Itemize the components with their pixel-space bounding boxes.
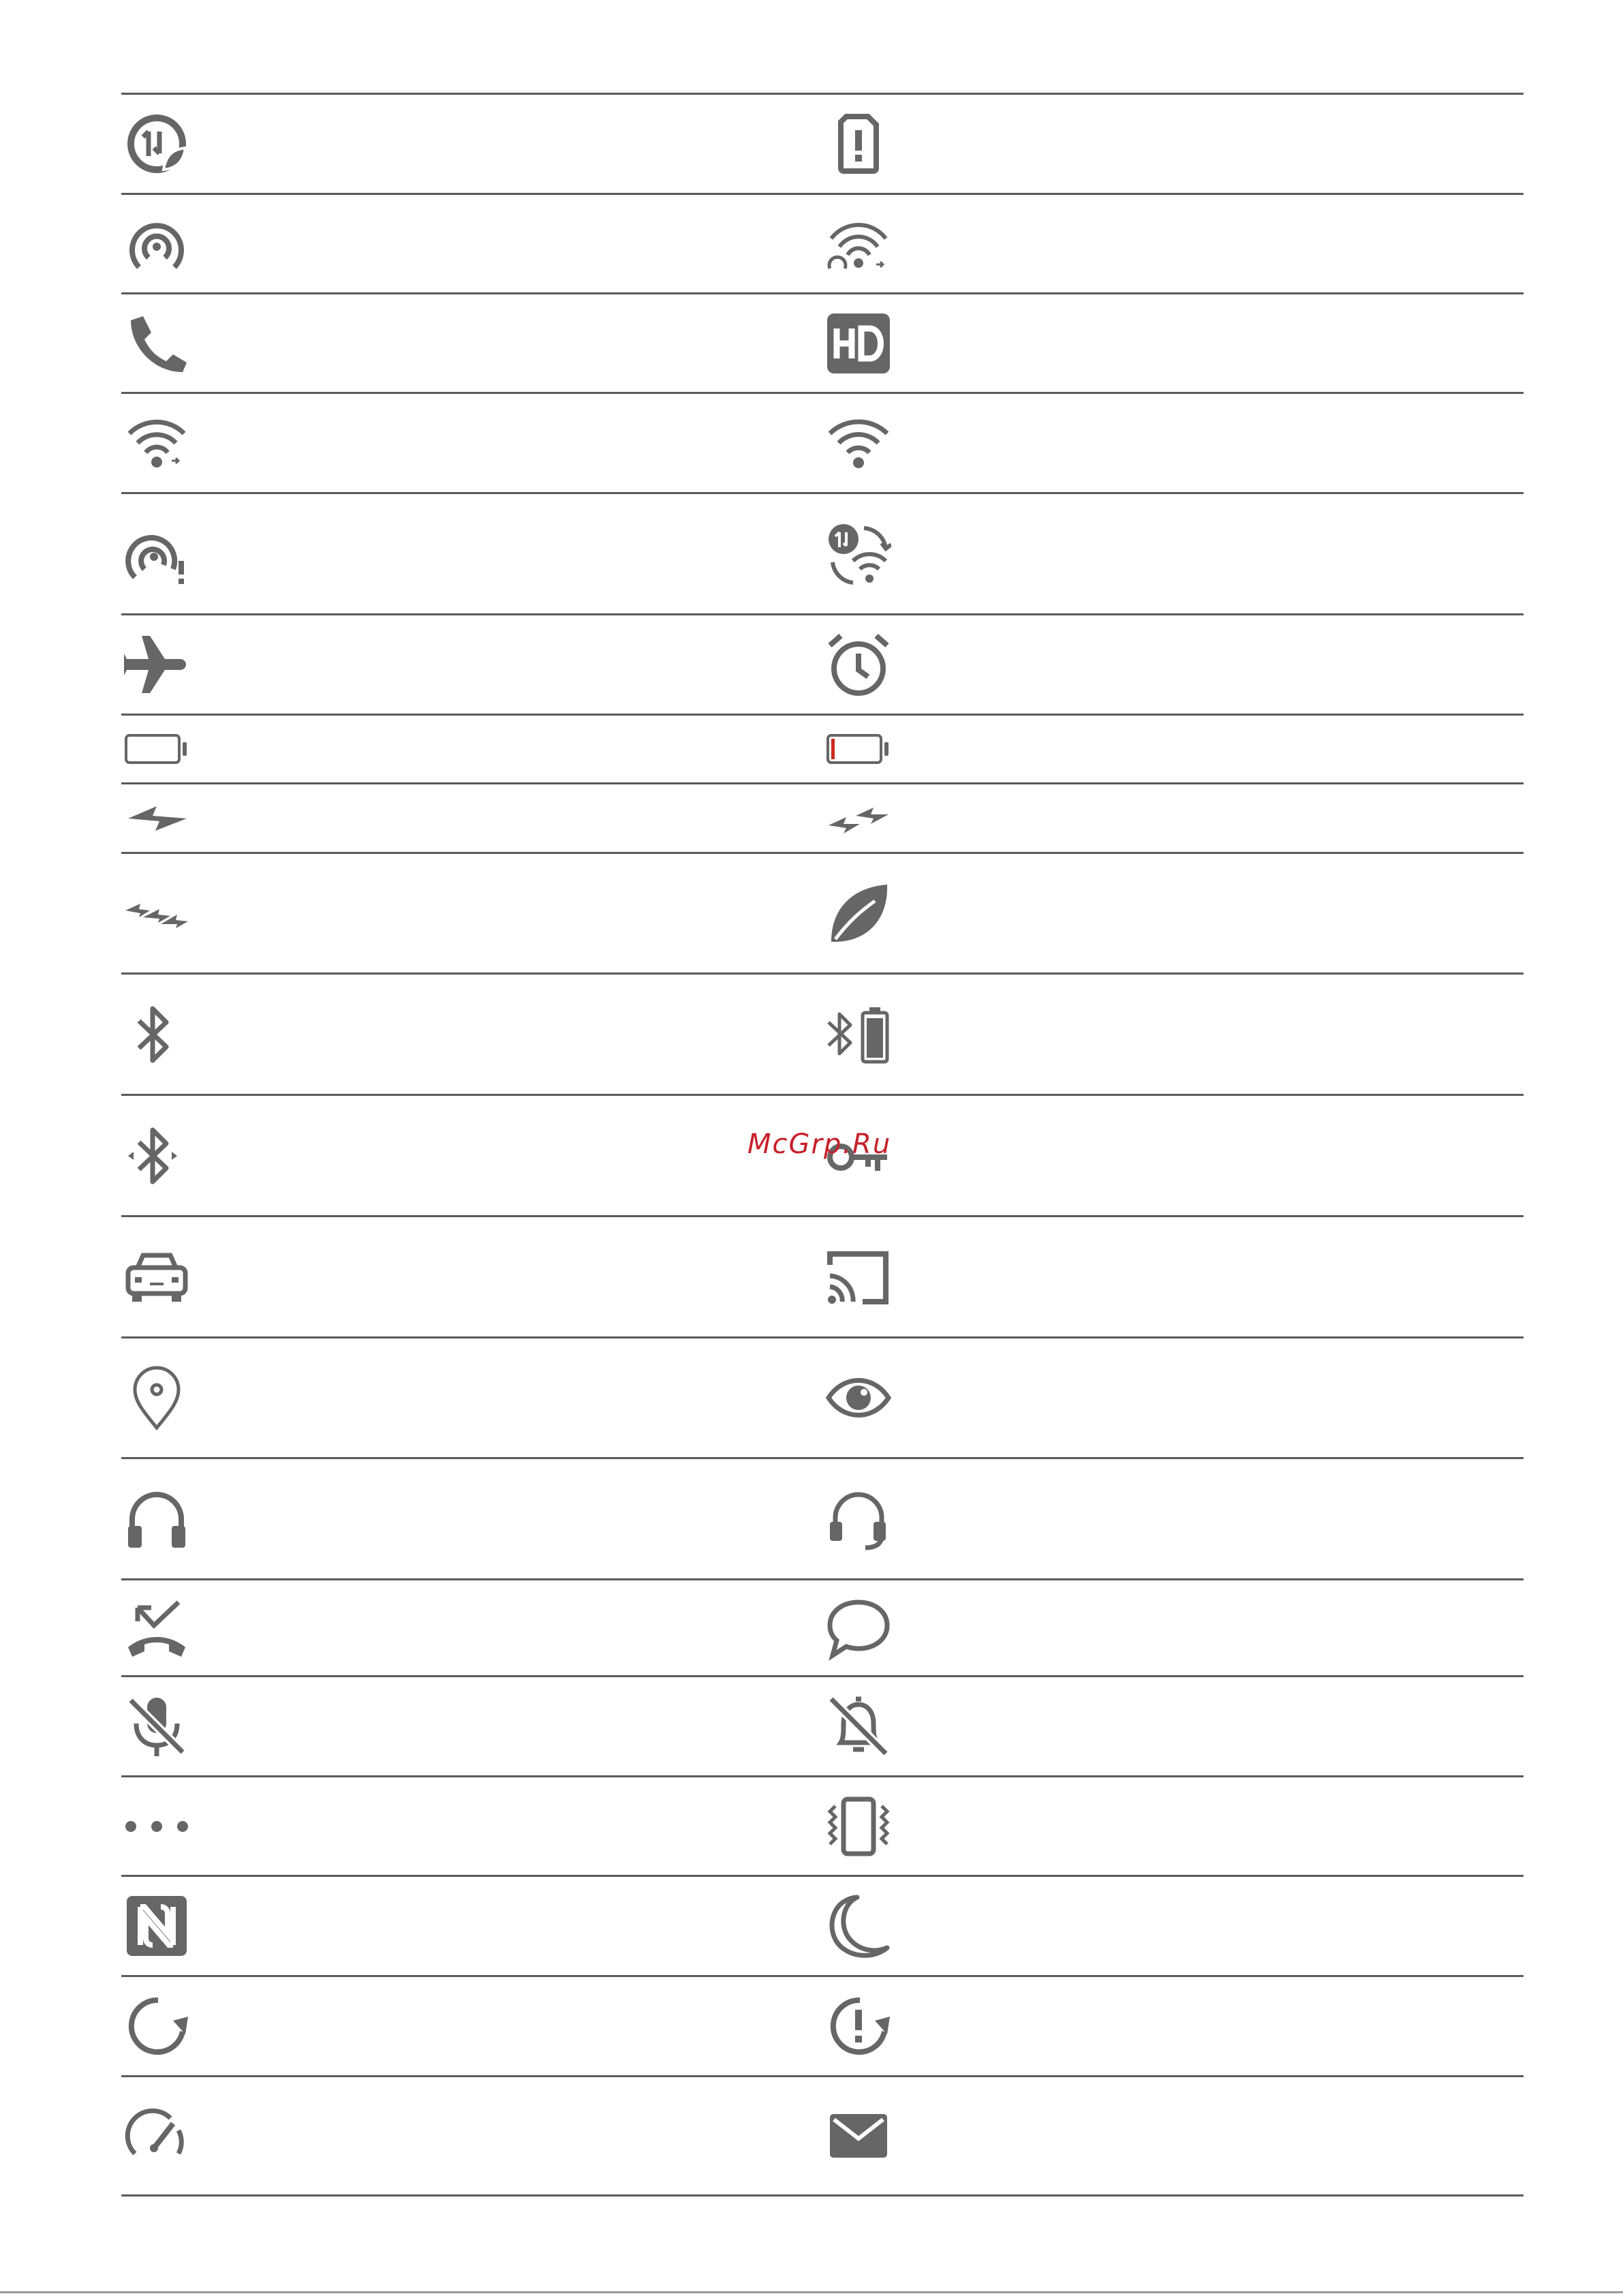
- table-row: [121, 973, 1524, 1094]
- mail-icon: [826, 2103, 891, 2169]
- headset-icon: [826, 1486, 891, 1552]
- table-cell: [826, 494, 891, 613]
- super-charging-icon: [124, 893, 189, 934]
- sync-icon: [124, 1993, 189, 2059]
- table-cell: [124, 494, 189, 613]
- table-cell: [124, 1677, 189, 1775]
- table-cell: [124, 1877, 189, 1975]
- speedometer-icon: [124, 2103, 189, 2169]
- hotspot-alert-icon: [124, 521, 189, 587]
- hotspot-wifi-icon: [826, 211, 891, 277]
- table-cell: [124, 95, 189, 193]
- table-row: [121, 292, 1524, 392]
- headphones-icon: [124, 1486, 189, 1552]
- table-row: [121, 1875, 1524, 1975]
- bluetooth-battery-icon: [826, 1002, 891, 1067]
- table-cell: [826, 2077, 891, 2194]
- data-saver-icon: [124, 111, 189, 177]
- table-cell: [826, 784, 891, 852]
- table-row: [121, 93, 1524, 193]
- table-cell: [826, 294, 891, 392]
- table-cell: [826, 1777, 891, 1875]
- table-row: [121, 1775, 1524, 1875]
- car-icon: [124, 1244, 189, 1310]
- table-cell: [826, 95, 891, 193]
- more-dots-icon: [124, 1794, 189, 1859]
- leaf-icon: [826, 881, 891, 946]
- bell-off-icon: [826, 1694, 891, 1759]
- table-cell: [826, 1877, 891, 1975]
- phone-icon: [124, 311, 189, 376]
- table-cell: [124, 784, 189, 852]
- table-row: [121, 492, 1524, 613]
- table-cell: [124, 394, 189, 492]
- airplane-icon: [124, 632, 189, 697]
- battery-low-icon: [826, 729, 891, 769]
- message-icon: [826, 1595, 891, 1661]
- table-cell: [124, 1977, 189, 2075]
- table-row: [121, 714, 1524, 782]
- table-cell: [124, 2077, 189, 2194]
- table-cell: [124, 1580, 189, 1675]
- table-cell: [124, 854, 189, 973]
- table-row: [121, 1215, 1524, 1336]
- table-cell: [826, 1977, 891, 2075]
- table-row: [121, 852, 1524, 973]
- table-cell: [826, 1677, 891, 1775]
- wifi-6-icon: [124, 410, 189, 476]
- table-row: [121, 782, 1524, 852]
- bluetooth-icon: [124, 1002, 189, 1067]
- table-row: [121, 1975, 1524, 2075]
- cast-icon: [826, 1244, 891, 1310]
- table-cell: [124, 1459, 189, 1578]
- table-cell: [826, 195, 891, 292]
- footer-divider: [0, 2291, 1623, 2293]
- table-cell: [826, 1580, 891, 1675]
- wifi-icon: [826, 410, 891, 476]
- hotspot-icon: [124, 211, 189, 277]
- watermark-text: McGrp.Ru: [747, 1129, 892, 1160]
- mic-off-icon: [124, 1694, 189, 1759]
- nfc-icon: [124, 1893, 189, 1959]
- sync-alert-icon: [826, 1993, 891, 2059]
- moon-icon: [826, 1893, 891, 1959]
- vibrate-icon: [826, 1794, 891, 1859]
- eye-icon: [826, 1365, 891, 1430]
- table-cell: [826, 716, 891, 782]
- bluetooth-connected-icon: [124, 1123, 189, 1189]
- alarm-icon: [826, 632, 891, 697]
- battery-empty-icon: [124, 729, 189, 769]
- table-cell: [826, 615, 891, 714]
- charging-icon: [124, 798, 189, 839]
- table-row: [121, 193, 1524, 292]
- table-cell: [124, 1096, 189, 1215]
- table-row: [121, 1457, 1524, 1578]
- table-cell: [124, 195, 189, 292]
- table-row: [121, 1675, 1524, 1775]
- table-row: [121, 1578, 1524, 1675]
- wifi-data-switch-icon: [826, 521, 891, 587]
- fast-charging-icon: [826, 798, 891, 839]
- table-row: [121, 613, 1524, 714]
- table-row: [121, 2075, 1524, 2196]
- hd-icon: [826, 311, 891, 376]
- table-cell: [826, 1217, 891, 1336]
- table-cell: [124, 716, 189, 782]
- table-cell: [826, 1338, 891, 1457]
- table-cell: [124, 1777, 189, 1875]
- table-cell: [124, 975, 189, 1094]
- table-cell: [124, 294, 189, 392]
- table-cell: [826, 975, 891, 1094]
- table-cell: [826, 394, 891, 492]
- table-cell: [124, 1217, 189, 1336]
- table-cell: [826, 854, 891, 973]
- sim-alert-icon: [826, 111, 891, 177]
- table-cell: [826, 1459, 891, 1578]
- table-cell: [124, 615, 189, 714]
- missed-call-icon: [124, 1595, 189, 1661]
- table-row: [121, 392, 1524, 492]
- location-icon: [124, 1365, 189, 1430]
- table-row: [121, 1336, 1524, 1457]
- table-cell: [124, 1338, 189, 1457]
